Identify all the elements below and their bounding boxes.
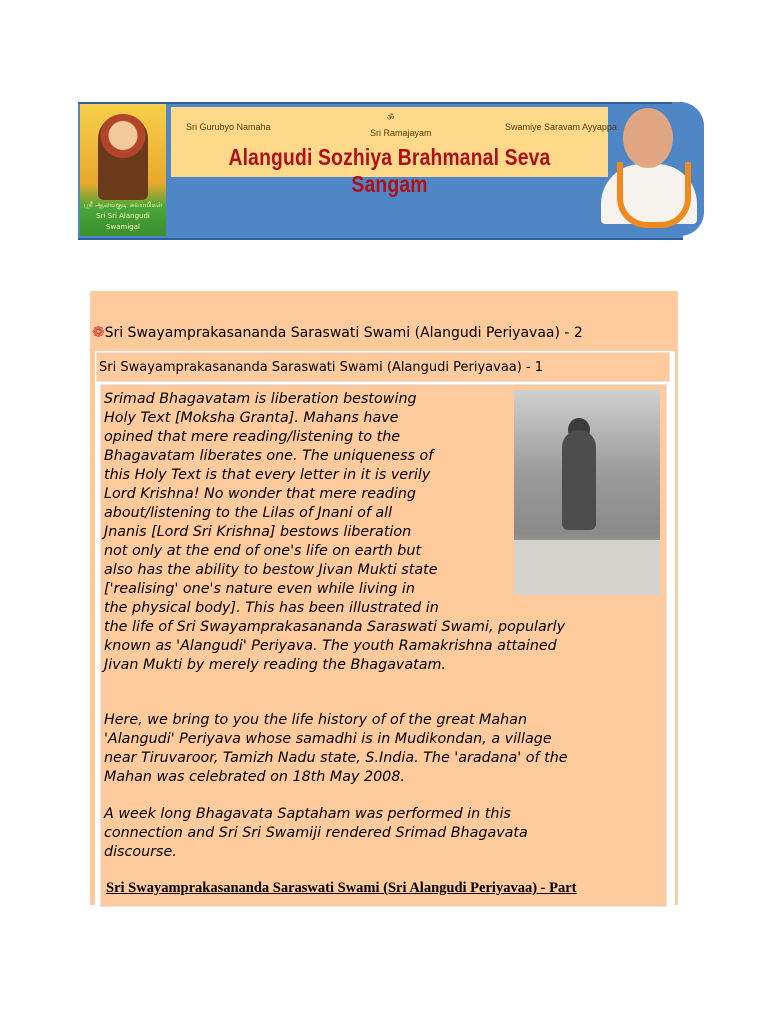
article-paragraph-2 xyxy=(104,711,568,787)
article-line: not only at the end of one's life on earth but xyxy=(104,543,422,559)
article-line: this Holy Text is that every letter in it is verily xyxy=(104,467,431,483)
article-line: Srimad Bhagavatam is liberation bestowing xyxy=(104,391,417,407)
article-line: also has the ability to bestow Jivan Mukti state xyxy=(104,562,438,578)
article-line: Here, we bring to you the life history of of the great Mahan xyxy=(104,712,528,728)
salutation-center: Sri Ramajayam xyxy=(370,128,432,138)
salutation-right: Swamiye Saravam Ayyappa xyxy=(505,122,617,132)
article-line: Jivan Mukti by merely reading the Bhagavatam. xyxy=(104,657,446,673)
organization-title: Alangudi Sozhiya Brahmanal Seva Sangam xyxy=(228,144,551,197)
section-heading-1: Sri Swayamprakasananda Saraswati Swami (Alangudi Periyavaa) - 1 xyxy=(99,360,544,375)
deity-image xyxy=(80,104,166,236)
article-paragraph-3 xyxy=(104,805,528,862)
article-line: opined that mere reading/listening to the xyxy=(104,429,401,445)
article-line: Lord Krishna! No wonder that mere reading xyxy=(104,486,416,502)
deity-caption xyxy=(82,200,164,233)
salutation-left: Sri Gurubyo Namaha xyxy=(186,122,271,132)
deity-figure xyxy=(98,114,148,200)
om-symbol: ॐ xyxy=(387,113,395,122)
section-heading-2-text: Sri Swayamprakasananda Saraswati Swami (Alangudi Periyavaa) - 2 xyxy=(104,325,583,341)
article-line: A week long Bhagavata Saptaham was performed in this xyxy=(104,806,511,822)
article-part-link[interactable]: Sri Swayamprakasananda Saraswati Swami (Sri Alangudi Periyavaa) - Part xyxy=(106,880,577,896)
saint-photo-figure xyxy=(562,430,596,530)
deity-caption-english: Sri Sri Alangudi Swamigal xyxy=(96,212,150,231)
deity-caption-tamil: ஸ்ரீ ஆலங்குடி சுவாமிகள் xyxy=(83,201,163,209)
article-line: discourse. xyxy=(104,844,177,860)
swamiji-photo xyxy=(593,104,705,224)
article-line: connection and Sri Sri Swamiji rendered Srimad Bhagavata xyxy=(104,825,528,841)
article-line: Mahan was celebrated on 18th May 2008. xyxy=(104,769,405,785)
flower-icon: ❁ xyxy=(92,323,105,341)
article-line: Bhagavatam liberates one. The uniqueness of xyxy=(104,448,434,464)
article-line: the physical body]. This has been illustrated in xyxy=(104,600,439,616)
article-line: ['realising' one's nature even while living in xyxy=(104,581,415,597)
photo-garland xyxy=(617,162,691,228)
article-line: about/listening to the Lilas of Jnani of all xyxy=(104,505,393,521)
section-heading-2[interactable] xyxy=(92,323,583,341)
article-paragraph-1 xyxy=(104,390,565,675)
article-line: the life of Sri Swayamprakasananda Saraswati Swami, popularly xyxy=(104,619,566,635)
article-line: Holy Text [Moksha Granta]. Mahans have xyxy=(104,410,399,426)
photo-head xyxy=(623,108,673,168)
article-line: known as 'Alangudi' Periyava. The youth Ramakrishna attained xyxy=(104,638,557,654)
article-line: Jnanis [Lord Sri Krishna] bestows liberation xyxy=(104,524,412,540)
article-line: 'Alangudi' Periyava whose samadhi is in Mudikondan, a village xyxy=(104,731,552,747)
article-line: near Tiruvaroor, Tamizh Nadu state, S.India. The 'aradana' of the xyxy=(104,750,568,766)
